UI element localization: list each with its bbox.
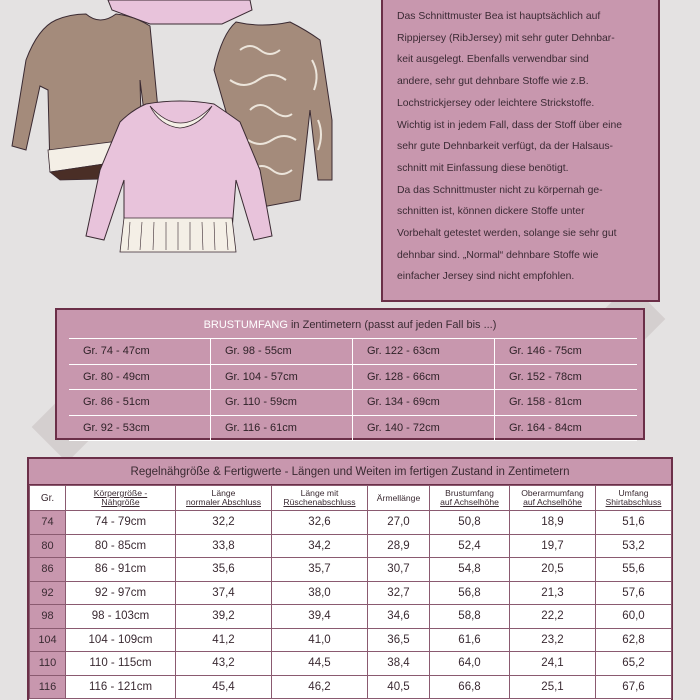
size-cell: 110 bbox=[30, 652, 66, 676]
chest-cell: 61,6 bbox=[430, 628, 510, 652]
sleeve-length-cell: 38,4 bbox=[368, 652, 430, 676]
description-line: schnitt mit Einfassung diese benötigt. bbox=[397, 162, 569, 174]
length-normal-cell: 32,2 bbox=[176, 511, 272, 535]
chest-title-accent: BRUSTUMFANG bbox=[203, 319, 288, 331]
body-height-cell: 86 - 91cm bbox=[66, 558, 176, 582]
upper-arm-cell: 23,2 bbox=[510, 628, 596, 652]
upper-arm-cell: 24,1 bbox=[510, 652, 596, 676]
chest-cell: Gr. 86 - 51cm bbox=[69, 390, 211, 416]
size-cell: 104 bbox=[30, 628, 66, 652]
table-row bbox=[30, 511, 672, 535]
chest-cell: Gr. 128 - 66cm bbox=[353, 365, 495, 391]
size-cell: 74 bbox=[30, 511, 66, 535]
upper-arm-cell: 25,1 bbox=[510, 675, 596, 699]
description-line: sehr gute Dehnbarkeit verfügt, da der Halsaus- bbox=[397, 141, 614, 153]
chest-cell: Gr. 146 - 75cm bbox=[495, 339, 637, 365]
sleeve-length-cell: 28,9 bbox=[368, 534, 430, 558]
chest-cell: Gr. 80 - 49cm bbox=[69, 365, 211, 391]
size-cell: 98 bbox=[30, 605, 66, 629]
upper-arm-cell: 20,5 bbox=[510, 558, 596, 582]
length-normal-cell: 37,4 bbox=[176, 581, 272, 605]
body-height-cell: 74 - 79cm bbox=[66, 511, 176, 535]
description-line: Vorbehalt getestet werden, solange sie sehr gut bbox=[397, 228, 617, 240]
sleeve-length-cell: 34,6 bbox=[368, 605, 430, 629]
length-ruffle-cell: 35,7 bbox=[272, 558, 368, 582]
table-row bbox=[30, 628, 672, 652]
chest-cell: 54,8 bbox=[430, 558, 510, 582]
upper-arm-cell: 19,7 bbox=[510, 534, 596, 558]
chest-grid bbox=[69, 338, 637, 441]
body-height-cell: 104 - 109cm bbox=[66, 628, 176, 652]
length-ruffle-cell: 44,5 bbox=[272, 652, 368, 676]
chest-cell: 50,8 bbox=[430, 511, 510, 535]
header-length-ruffle: Länge mit Rüschenabschluss bbox=[272, 486, 368, 511]
size-cell: 86 bbox=[30, 558, 66, 582]
header-sleeve-length: Ärmellänge bbox=[368, 486, 430, 511]
chest-cell: Gr. 74 - 47cm bbox=[69, 339, 211, 365]
size-cell: 116 bbox=[30, 675, 66, 699]
table-row bbox=[30, 534, 672, 558]
length-ruffle-cell: 38,0 bbox=[272, 581, 368, 605]
table-row bbox=[30, 581, 672, 605]
description-line: Rippjersey (RibJersey) mit sehr guter Dehnbar- bbox=[397, 32, 615, 44]
chest-cell: Gr. 140 - 72cm bbox=[353, 416, 495, 442]
chest-cell: 58,8 bbox=[430, 605, 510, 629]
hem-cell: 65,2 bbox=[596, 652, 672, 676]
description-line: dehnbar sind. „Normal“ dehnbare Stoffe wie bbox=[397, 249, 599, 261]
sleeve-length-cell: 32,7 bbox=[368, 581, 430, 605]
header-body-height: Körpergröße - Nähgröße bbox=[66, 486, 176, 511]
chest-cell: 52,4 bbox=[430, 534, 510, 558]
measurement-table bbox=[29, 485, 672, 699]
chest-cell: Gr. 152 - 78cm bbox=[495, 365, 637, 391]
length-normal-cell: 35,6 bbox=[176, 558, 272, 582]
description-line: Wichtig ist in jedem Fall, dass der Stoff über eine bbox=[397, 119, 623, 131]
chest-title-rest: in Zentimetern (passt auf jeden Fall bis ...) bbox=[287, 319, 497, 331]
length-ruffle-cell: 34,2 bbox=[272, 534, 368, 558]
hem-cell: 53,2 bbox=[596, 534, 672, 558]
description-line: Lochstrickjersey oder leichtere Strickstoffe. bbox=[397, 97, 595, 109]
sleeve-length-cell: 40,5 bbox=[368, 675, 430, 699]
description-line: Das Schnittmuster Bea ist hauptsächlich auf bbox=[397, 11, 601, 22]
hem-cell: 62,8 bbox=[596, 628, 672, 652]
sleeve-length-cell: 27,0 bbox=[368, 511, 430, 535]
description-line: keit ausgelegt. Ebenfalls verwendbar sind bbox=[397, 54, 589, 66]
size-cell: 92 bbox=[30, 581, 66, 605]
description-line: andere, sehr gut dehnbare Stoffe wie z.B. bbox=[397, 76, 589, 88]
hem-cell: 57,6 bbox=[596, 581, 672, 605]
body-height-cell: 98 - 103cm bbox=[66, 605, 176, 629]
chest-cell: Gr. 92 - 53cm bbox=[69, 416, 211, 442]
chest-cell: Gr. 134 - 69cm bbox=[353, 390, 495, 416]
chest-cell: Gr. 158 - 81cm bbox=[495, 390, 637, 416]
sleeve-length-cell: 36,5 bbox=[368, 628, 430, 652]
length-normal-cell: 33,8 bbox=[176, 534, 272, 558]
size-cell: 80 bbox=[30, 534, 66, 558]
description-box bbox=[381, 0, 660, 302]
table-row bbox=[30, 652, 672, 676]
sleeve-length-cell: 30,7 bbox=[368, 558, 430, 582]
chest-cell: 66,8 bbox=[430, 675, 510, 699]
upper-arm-cell: 18,9 bbox=[510, 511, 596, 535]
measurement-table-title: Regelnähgröße & Fertigwerte - Längen und Weiten im fertigen Zustand in Zentimetern bbox=[29, 459, 671, 485]
chest-cell: Gr. 116 - 61cm bbox=[211, 416, 353, 442]
hem-cell: 67,6 bbox=[596, 675, 672, 699]
body-height-cell: 80 - 85cm bbox=[66, 534, 176, 558]
description-line: einfacher Jersey sind nicht empfohlen. bbox=[397, 271, 575, 283]
hem-cell: 60,0 bbox=[596, 605, 672, 629]
chest-cell: Gr. 110 - 59cm bbox=[211, 390, 353, 416]
chest-size-table bbox=[55, 308, 645, 440]
upper-arm-cell: 22,2 bbox=[510, 605, 596, 629]
body-height-cell: 116 - 121cm bbox=[66, 675, 176, 699]
body-height-cell: 92 - 97cm bbox=[66, 581, 176, 605]
description-line: Da das Schnittmuster nicht zu körpernah ge- bbox=[397, 184, 603, 196]
length-ruffle-cell: 41,0 bbox=[272, 628, 368, 652]
hem-cell: 51,6 bbox=[596, 511, 672, 535]
table-row bbox=[30, 558, 672, 582]
body-height-cell: 110 - 115cm bbox=[66, 652, 176, 676]
length-normal-cell: 39,2 bbox=[176, 605, 272, 629]
header-length-normal: Länge normaler Abschluss bbox=[176, 486, 272, 511]
header-row bbox=[30, 486, 672, 511]
header-chest: Brustumfang auf Achselhöhe bbox=[430, 486, 510, 511]
description-line: schnitten ist, können dickere Stoffe unter bbox=[397, 206, 585, 218]
length-normal-cell: 45,4 bbox=[176, 675, 272, 699]
header-size: Gr. bbox=[30, 486, 66, 511]
length-normal-cell: 43,2 bbox=[176, 652, 272, 676]
length-ruffle-cell: 46,2 bbox=[272, 675, 368, 699]
length-normal-cell: 41,2 bbox=[176, 628, 272, 652]
measurement-table-panel bbox=[27, 457, 673, 700]
length-ruffle-cell: 32,6 bbox=[272, 511, 368, 535]
table-row bbox=[30, 675, 672, 699]
upper-arm-cell: 21,3 bbox=[510, 581, 596, 605]
chest-cell: Gr. 122 - 63cm bbox=[353, 339, 495, 365]
chest-cell: 64,0 bbox=[430, 652, 510, 676]
chest-cell: Gr. 164 - 84cm bbox=[495, 416, 637, 442]
chest-cell: Gr. 104 - 57cm bbox=[211, 365, 353, 391]
header-upper-arm: Oberarmumfang auf Achselhöhe bbox=[510, 486, 596, 511]
chest-table-title bbox=[57, 319, 643, 331]
chest-cell: 56,8 bbox=[430, 581, 510, 605]
hem-cell: 55,6 bbox=[596, 558, 672, 582]
table-row bbox=[30, 605, 672, 629]
garment-illustration bbox=[0, 0, 380, 300]
chest-cell: Gr. 98 - 55cm bbox=[211, 339, 353, 365]
header-hem: Umfang Shirtabschluss bbox=[596, 486, 672, 511]
length-ruffle-cell: 39,4 bbox=[272, 605, 368, 629]
